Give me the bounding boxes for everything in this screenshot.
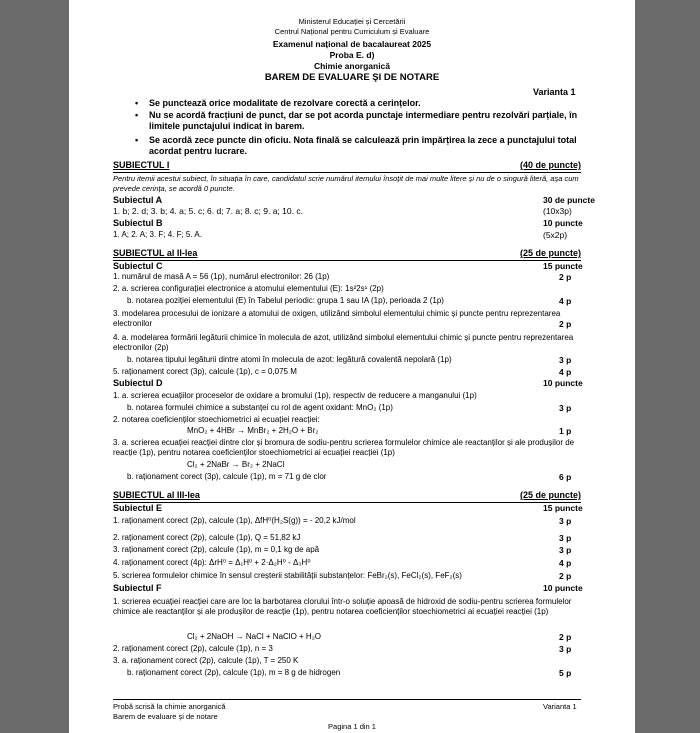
item-points: 5 p — [559, 668, 572, 678]
item-text: 5. scrierea formulelor chimice în sensul creșterii stabilității substanțelor: FeBr₂(s), FeCl₂(s), FeF₂(s) — [113, 571, 462, 580]
item-points: 3 p — [559, 644, 572, 654]
item-text: b. raționament corect (2p), calcule (1p), m = 8 g de hidrogen — [127, 668, 341, 677]
equation: Cl₂ + 2NaOH → NaCl + NaClO + H₂O — [187, 632, 322, 641]
item-points: 2 p — [559, 571, 572, 581]
rule-item: • Se acordă zece puncte din oficiu. Nota finală se calculează prin împărțirea la zece a punctajului total acordat pentru lucrare. — [135, 135, 577, 156]
section-header-3: SUBIECTUL al III-lea (25 de puncte) — [113, 490, 581, 503]
subsection-a-points: 30 de puncte — [543, 195, 595, 205]
item-points: 2 p — [559, 319, 572, 329]
item-text: b. notarea tipului legăturii dintre atomi în molecula de azot: legătură covalentă nepolară (1p) — [127, 355, 452, 364]
subsection-e-points: 15 puncte — [543, 503, 583, 513]
section-header-1: SUBIECTUL I (40 de puncte) — [113, 160, 581, 173]
subsection-d-points: 10 puncte — [543, 378, 583, 388]
section-header-2: SUBIECTUL al II-lea (25 de puncte) — [113, 248, 581, 261]
item-points: 4 p — [559, 558, 572, 568]
item-text: 2. notarea coeficienților stoechiometrici ai ecuației reacției: — [113, 415, 320, 424]
subject-title: Chimie anorganică — [313, 61, 391, 71]
document-page — [69, 0, 635, 733]
subsection-a-title: Subiectul A — [113, 195, 163, 205]
item-text: 1. a. scrierea ecuațiilor proceselor de oxidare a bromului (1p), respectiv de reducere a manganului (1p) — [113, 391, 477, 400]
subsection-f-title: Subiectul F — [113, 583, 162, 593]
item-text: 2. raționament corect (2p), calcule (1p), Q = 51,82 kJ — [113, 533, 301, 542]
item-text: b. notarea formulei chimice a substanței cu rol de agent oxidant: MnO₂ (1p) — [127, 403, 393, 412]
subsection-b-title: Subiectul B — [113, 218, 163, 228]
item-points: 2 p — [559, 632, 572, 642]
item-points: 3 p — [559, 355, 572, 365]
item-text: 3. a. raționament corect (2p), calcule (1p), T = 250 K — [113, 656, 299, 665]
equation: Cl₂ + 2NaBr → Br₂ + 2NaCl — [187, 460, 285, 469]
equation: MnO₂ + 4HBr → MnBr₂ + 2H₂O + Br₂ — [187, 426, 319, 435]
item-points: 6 p — [559, 472, 572, 482]
ministry-name: Ministerul Educației și Cercetării — [298, 17, 406, 26]
subsection-b-answers: 1. A; 2. A; 3. F; 4. F; 5. A. — [113, 230, 202, 239]
item-points: 3 p — [559, 403, 572, 413]
subsection-c-points: 15 puncte — [543, 261, 583, 271]
item-text: 2. raționament corect (2p), calcule (1p), n = 3 — [113, 644, 273, 653]
subsection-e-title: Subiectul E — [113, 503, 163, 513]
center-name: Centrul Național pentru Curriculum și Evaluare — [274, 27, 430, 36]
item-text: 4. a. modelarea formării legăturii chimice în molecula de azot, utilizând simbolul elementului chimic și puncte pentru reprezentarea electronilor (2p) — [113, 333, 574, 352]
rule-item: • Se punctează orice modalitate de rezolvare corectă a cerințelor. — [135, 98, 421, 108]
footer-left-2: Barem de evaluare și de notare — [113, 712, 218, 721]
item-text: 4. raționament corect (4p): ΔrH⁰ = Δ₁H⁰ + 2·Δ₂H⁰ - Δ₃H⁰ — [113, 558, 311, 567]
item-points: 3 p — [559, 545, 572, 555]
subsection-c-title: Subiectul C — [113, 261, 163, 271]
subsection-b-points: 10 puncte — [543, 218, 583, 228]
item-text: b. raționament corect (3p), calcule (1p), m = 71 g de clor — [127, 472, 327, 481]
item-text: 2. a. scrierea configurației electronice a atomului elementului (E): 1s²2s¹ (2p) — [113, 284, 384, 293]
proba-title: Proba E. d) — [329, 50, 375, 60]
footer-left-1: Probă scrisă la chimie anorganică — [113, 702, 226, 711]
item-points: 1 p — [559, 426, 572, 436]
variant-label: Varianta 1 — [533, 87, 576, 97]
item-points: 3 p — [559, 533, 572, 543]
item-text: 1. raționament corect (2p), calcule (1p), ΔfH⁰(H₂S(g)) = - 20,2 kJ/mol — [113, 516, 356, 525]
subsection-a-detail: (10x3p) — [543, 206, 572, 216]
item-text: 3. a. scrierea ecuației reacției dintre clor și bromura de sodiu-pentru scrierea formulelor chimice ale reactanților și ale produșilor de reacție (1p), pentru notarea coeficienților stoechiometrici ai ecuației reacției (1p) — [113, 438, 575, 457]
item-points: 2 p — [559, 272, 572, 282]
page-number: Pagina 1 din 1 — [328, 722, 376, 731]
footer-divider — [113, 699, 581, 700]
subsection-f-points: 10 puncte — [543, 583, 583, 593]
item-text: 1. numărul de masă A = 56 (1p), numărul electronilor: 26 (1p) — [113, 272, 330, 281]
item-points: 4 p — [559, 296, 572, 306]
subsection-b-detail: (5x2p) — [543, 230, 568, 240]
item-text: 3. modelarea procesului de ionizare a atomului de oxigen, utilizând simbolul elementului chimic și puncte pentru reprezentarea electronilor — [113, 309, 561, 328]
item-text: b. notarea poziției elementului (E) în Tabelul periodic: grupa 1 sau IA (1p), perioada 2 (1p) — [127, 296, 444, 305]
item-points: 3 p — [559, 516, 572, 526]
barem-title: BAREM DE EVALUARE ŞI DE NOTARE — [264, 72, 440, 83]
item-points: 4 p — [559, 367, 572, 377]
exam-title: Examenul național de bacalaureat 2025 — [272, 39, 432, 49]
subsection-a-answers: 1. b; 2. d; 3. b; 4. a; 5. c; 6. d; 7. a; 8. c; 9. a; 10. c. — [113, 206, 303, 216]
item-text: 5. raționament corect (3p), calcule (1p), c = 0,075 M — [113, 367, 297, 376]
item-text: 1. scrierea ecuației reacției care are loc la barbotarea clorului într-o soluție apoasă de hidroxid de sodiu-pentru scrierea formulelor chimice ale reactanților și ale produșilor de reacție (1p), pentru notarea coeficienților stoechiometrici ai ecuației reacției (1p) — [113, 597, 572, 616]
footer-variant: Varianta 1 — [543, 702, 577, 711]
rule-item: • Nu se acordă fracțiuni de punct, dar se pot acorda punctaje intermediare pentru rezolvări parțiale, în limitele punctajului indicat în barem. — [135, 110, 578, 131]
item-text: 3. raționament corect (2p), calcule (1p), m = 0,1 kg de apă — [113, 545, 320, 554]
subsection-d-title: Subiectul D — [113, 378, 163, 388]
section-1-note: Pentru itemii acestui subiect, în situația în care, candidatul scrie numărul itemului însoțit de mai multe litere și nu de o singură literă, așa cum prevede cerința, se acordă 0 puncte. — [113, 174, 579, 193]
